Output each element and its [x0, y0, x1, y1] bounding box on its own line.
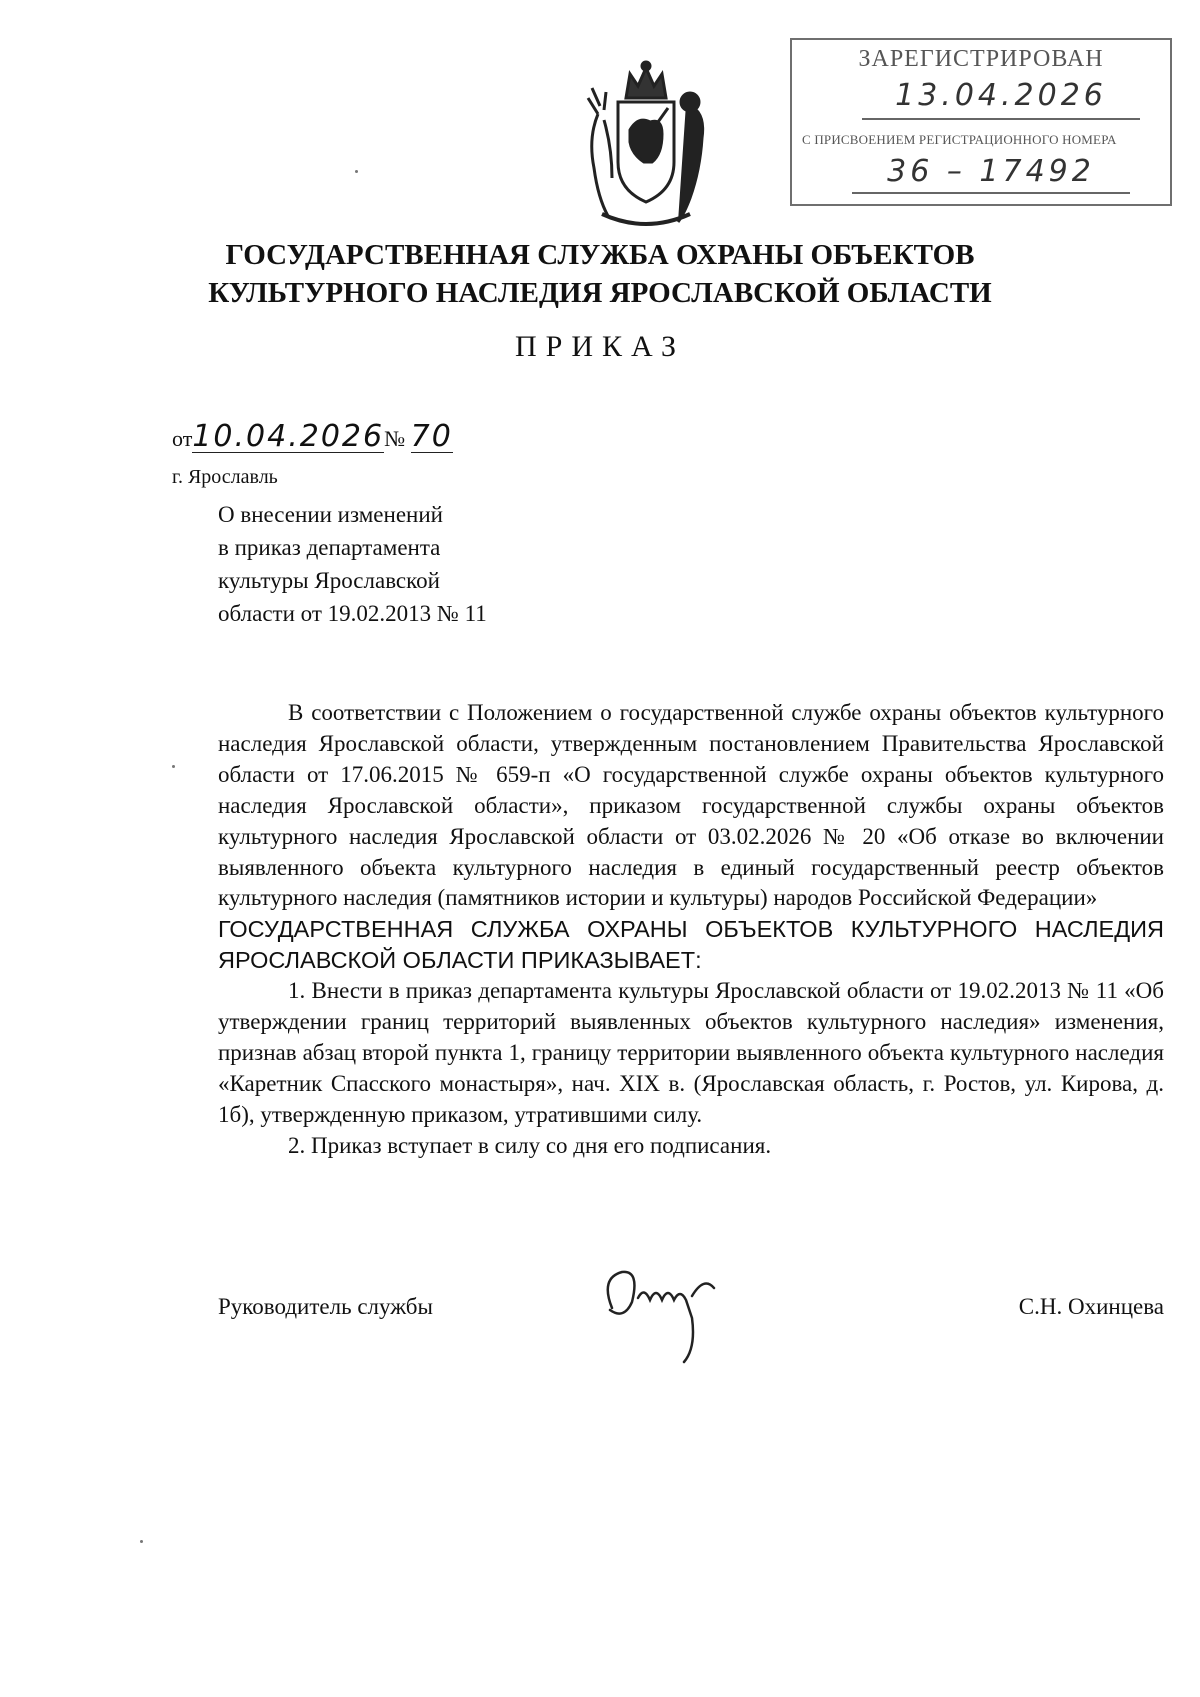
- number-label: №: [384, 426, 406, 451]
- order-item-1: 1. Внести в приказ департамента культуры Ярославской области от 19.02.2013 № 11 «Об утверждении границ территорий выявленных объектов культурного наследия» изменения, признав абзац второй пункта 1, границу территории выявленного объекта культурного наследия «Каретник Спасского монастыря», нач. XIX в. (Ярославская область, г. Ростов, ул. Кирова, д. 1б), утвержденную приказом, утратившими силу.: [218, 978, 1164, 1127]
- coat-of-arms-icon: [578, 58, 714, 230]
- document-type: ПРИКАЗ: [515, 330, 685, 363]
- preamble-paragraph: В соответствии с Положением о государственной службе охраны объектов культурного наследия Ярославской области, утвержденным постановлением Правительства Ярославской области от 17.06.2015 № 659-п «О государственной службе охраны объектов культурного наследия Ярославской области», приказом государственной службы охраны объектов культурного наследия Ярославской области от 03.02.2026 № 20 «Об отказе во включении выявленного объекта культурного наследия в единый государственный реестр объектов культурного наследия (памятников истории и культуры) народов Российской Федерации»: [218, 700, 1164, 911]
- stamp-number: 36 – 17492: [852, 154, 1130, 194]
- subject-line: О внесении изменений: [218, 502, 443, 527]
- from-label: от: [172, 426, 193, 451]
- scan-speck: [172, 765, 175, 768]
- signatory-name: С.Н. Охинцева: [1018, 1294, 1164, 1319]
- subject-line: области от 19.02.2013 № 11: [218, 601, 487, 626]
- order-item-2: 2. Приказ вступает в силу со дня его подписания.: [288, 1132, 772, 1158]
- document-number: 70: [410, 419, 453, 454]
- date-number-line: [172, 419, 453, 454]
- organization-title-line2: КУЛЬТУРНОГО НАСЛЕДИЯ ЯРОСЛАВСКОЙ ОБЛАСТИ: [208, 277, 992, 309]
- organization-title-line1: ГОСУДАРСТВЕННАЯ СЛУЖБА ОХРАНЫ ОБЪЕКТОВ: [225, 239, 975, 271]
- registration-stamp: [790, 38, 1172, 206]
- stamp-title: ЗАРЕГИСТРИРОВАН: [858, 46, 1104, 72]
- stamp-caption: С ПРИСВОЕНИЕМ РЕГИСТРАЦИОННОГО НОМЕРА: [802, 132, 1117, 147]
- signatory-role: Руководитель службы: [218, 1294, 433, 1319]
- city: г. Ярославль: [172, 466, 278, 488]
- subject-line: культуры Ярославской: [218, 568, 440, 593]
- scan-speck: [355, 170, 358, 173]
- stamp-date: 13.04.2026: [862, 78, 1140, 120]
- document-date: 10.04.2026: [192, 419, 385, 454]
- document-body: [218, 698, 1164, 1162]
- subject-line: в приказ департамента: [218, 535, 441, 560]
- organization-title: [140, 236, 1060, 312]
- orders-paragraph: ГОСУДАРСТВЕННАЯ СЛУЖБА ОХРАНЫ ОБЪЕКТОВ КУЛЬТУРНОГО НАСЛЕДИЯ ЯРОСЛАВСКОЙ ОБЛАСТИ ПРИКАЗЫВАЕТ:: [218, 916, 1164, 974]
- scan-speck: [140, 1540, 143, 1543]
- handwritten-signature: [592, 1258, 742, 1368]
- document-subject: [218, 498, 578, 630]
